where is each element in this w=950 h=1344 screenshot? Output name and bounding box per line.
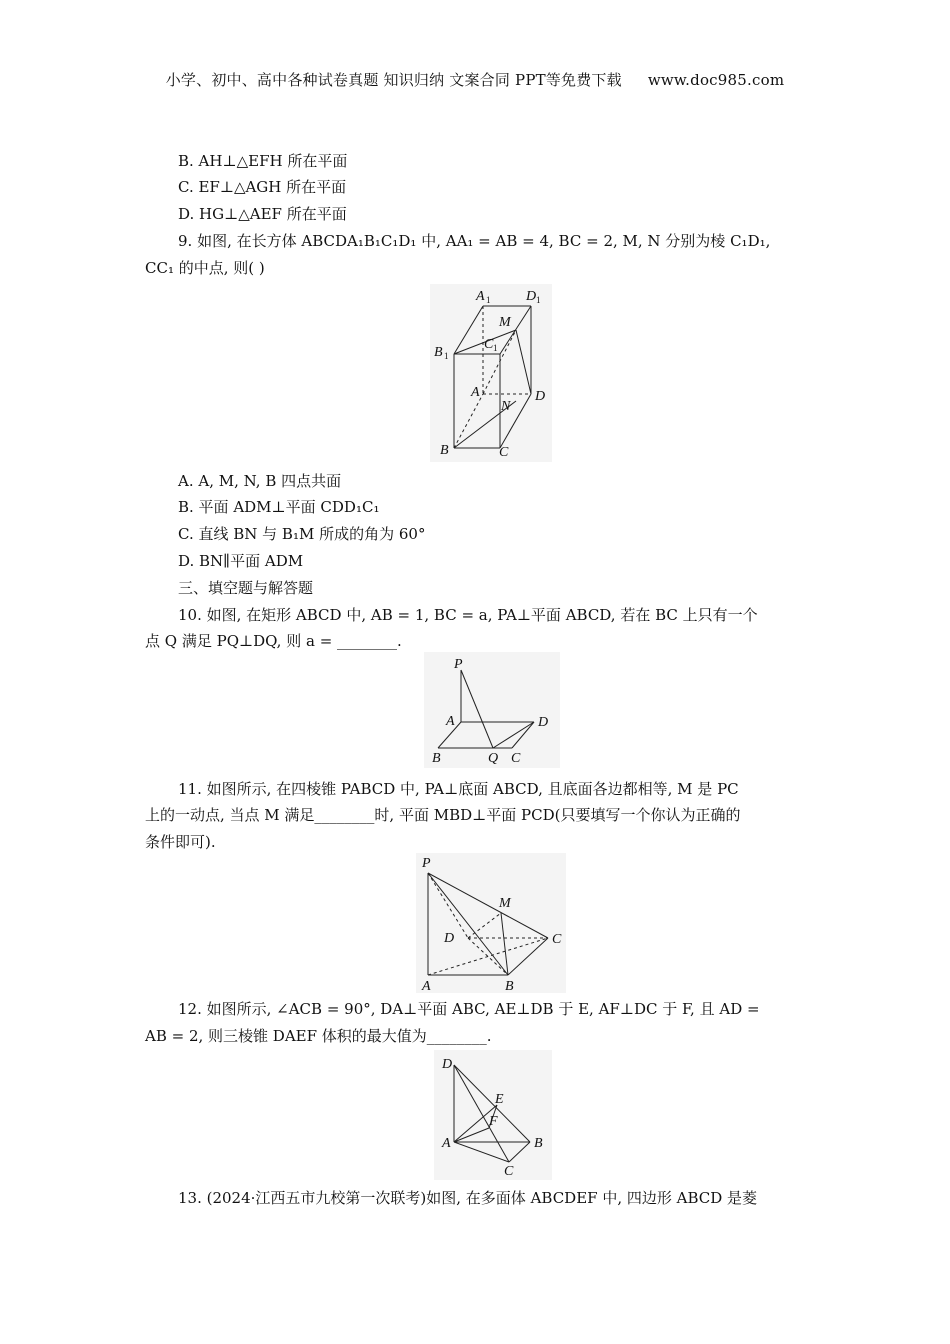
fig9-sub-d1: 1 — [536, 295, 541, 305]
section-3-title: 三、填空题与解答题 — [178, 579, 314, 597]
fig9-sub-b1: 1 — [444, 351, 449, 361]
fig10-label-a: A — [446, 714, 455, 729]
fig11-label-p: P — [422, 856, 431, 871]
q11-stem-line2: 上的一动点, 当点 M 满足________时, 平面 MBD⊥平面 PCD(只要填写一个你认为正确的 — [145, 806, 741, 824]
q9-stem-line2: CC₁ 的中点, 则( ) — [145, 259, 265, 277]
q9-option-d: D. BN∥平面 ADM — [178, 552, 304, 570]
fig10-label-d: D — [538, 715, 549, 730]
header-text: 小学、初中、高中各种试卷真题 知识归纳 文案合同 PPT等免费下载 — [165, 71, 622, 89]
figure-q10-rectangle — [424, 652, 560, 768]
fig9-label-d: D — [535, 389, 546, 404]
fig11-label-m: M — [499, 896, 511, 911]
fig12-label-a: A — [442, 1136, 451, 1151]
fig12-label-e: E — [495, 1092, 504, 1107]
fig9-label-a1: A — [476, 289, 485, 304]
q13-stem-line1: 13. (2024·江西五市九校第一次联考)如图, 在多面体 ABCDEF 中, 四边形 ABCD 是菱 — [178, 1189, 758, 1207]
fig12-label-c: C — [504, 1164, 514, 1179]
q11-stem-line3: 条件即可). — [145, 833, 216, 851]
fig12-label-b: B — [534, 1136, 543, 1151]
figure-q9-cuboid — [430, 284, 552, 462]
fig9-label-c: C — [499, 445, 509, 460]
q9-option-c: C. 直线 BN 与 B₁M 所成的角为 60° — [178, 525, 426, 543]
q9-stem-line1: 9. 如图, 在长方体 ABCDA₁B₁C₁D₁ 中, AA₁ = AB = 4, BC = 2, M, N 分别为棱 C₁D₁, — [178, 232, 771, 250]
fig12-label-d: D — [442, 1057, 453, 1072]
q11-stem-line1: 11. 如图所示, 在四棱锥 PABCD 中, PA⊥底面 ABCD, 且底面各边都相等, M 是 PC — [178, 780, 739, 798]
fig9-label-n: N — [501, 399, 511, 414]
q9-option-a: A. A, M, N, B 四点共面 — [178, 472, 342, 490]
fig11-label-a: A — [422, 979, 431, 993]
fig12-label-f: F — [489, 1114, 498, 1129]
fig11-label-b: B — [505, 979, 514, 993]
fig11-label-d: D — [444, 931, 455, 946]
q10-stem-line1: 10. 如图, 在矩形 ABCD 中, AB = 1, BC = a, PA⊥平面 ABCD, 若在 BC 上只有一个 — [178, 606, 758, 624]
fig9-label-a: A — [471, 385, 480, 400]
fig9-sub-c1: 1 — [493, 343, 498, 353]
q12-stem-line2: AB = 2, 则三棱锥 DAEF 体积的最大值为________. — [145, 1027, 492, 1045]
fig9-label-b1: B — [434, 345, 443, 360]
q8-option-d: D. HG⊥△AEF 所在平面 — [178, 205, 347, 223]
fig10-label-b: B — [432, 751, 441, 766]
q8-option-c: C. EF⊥△AGH 所在平面 — [178, 178, 347, 196]
fig10-label-q: Q — [488, 751, 499, 766]
q9-option-b: B. 平面 ADM⊥平面 CDD₁C₁ — [178, 498, 380, 516]
fig10-label-c: C — [511, 751, 521, 766]
q8-option-b: B. AH⊥△EFH 所在平面 — [178, 152, 348, 170]
q10-stem-line2: 点 Q 满足 PQ⊥DQ, 则 a = ________. — [145, 632, 402, 650]
fig9-label-m: M — [499, 315, 511, 330]
fig9-sub-a1: 1 — [486, 295, 491, 305]
fig11-label-c: C — [552, 932, 562, 947]
figure-q12-pyramid — [434, 1050, 552, 1180]
fig9-label-c1: C — [484, 337, 494, 352]
fig9-label-b: B — [440, 443, 449, 458]
fig10-label-p: P — [454, 657, 463, 672]
page-header — [0, 69, 950, 90]
fig9-label-d1: D — [526, 289, 537, 304]
q12-stem-line1: 12. 如图所示, ∠ACB = 90°, DA⊥平面 ABC, AE⊥DB 于 E, AF⊥DC 于 F, 且 AD = — [178, 1000, 760, 1018]
figure-q11-pyramid — [416, 853, 566, 993]
header-url: www.doc985.com — [647, 71, 785, 89]
